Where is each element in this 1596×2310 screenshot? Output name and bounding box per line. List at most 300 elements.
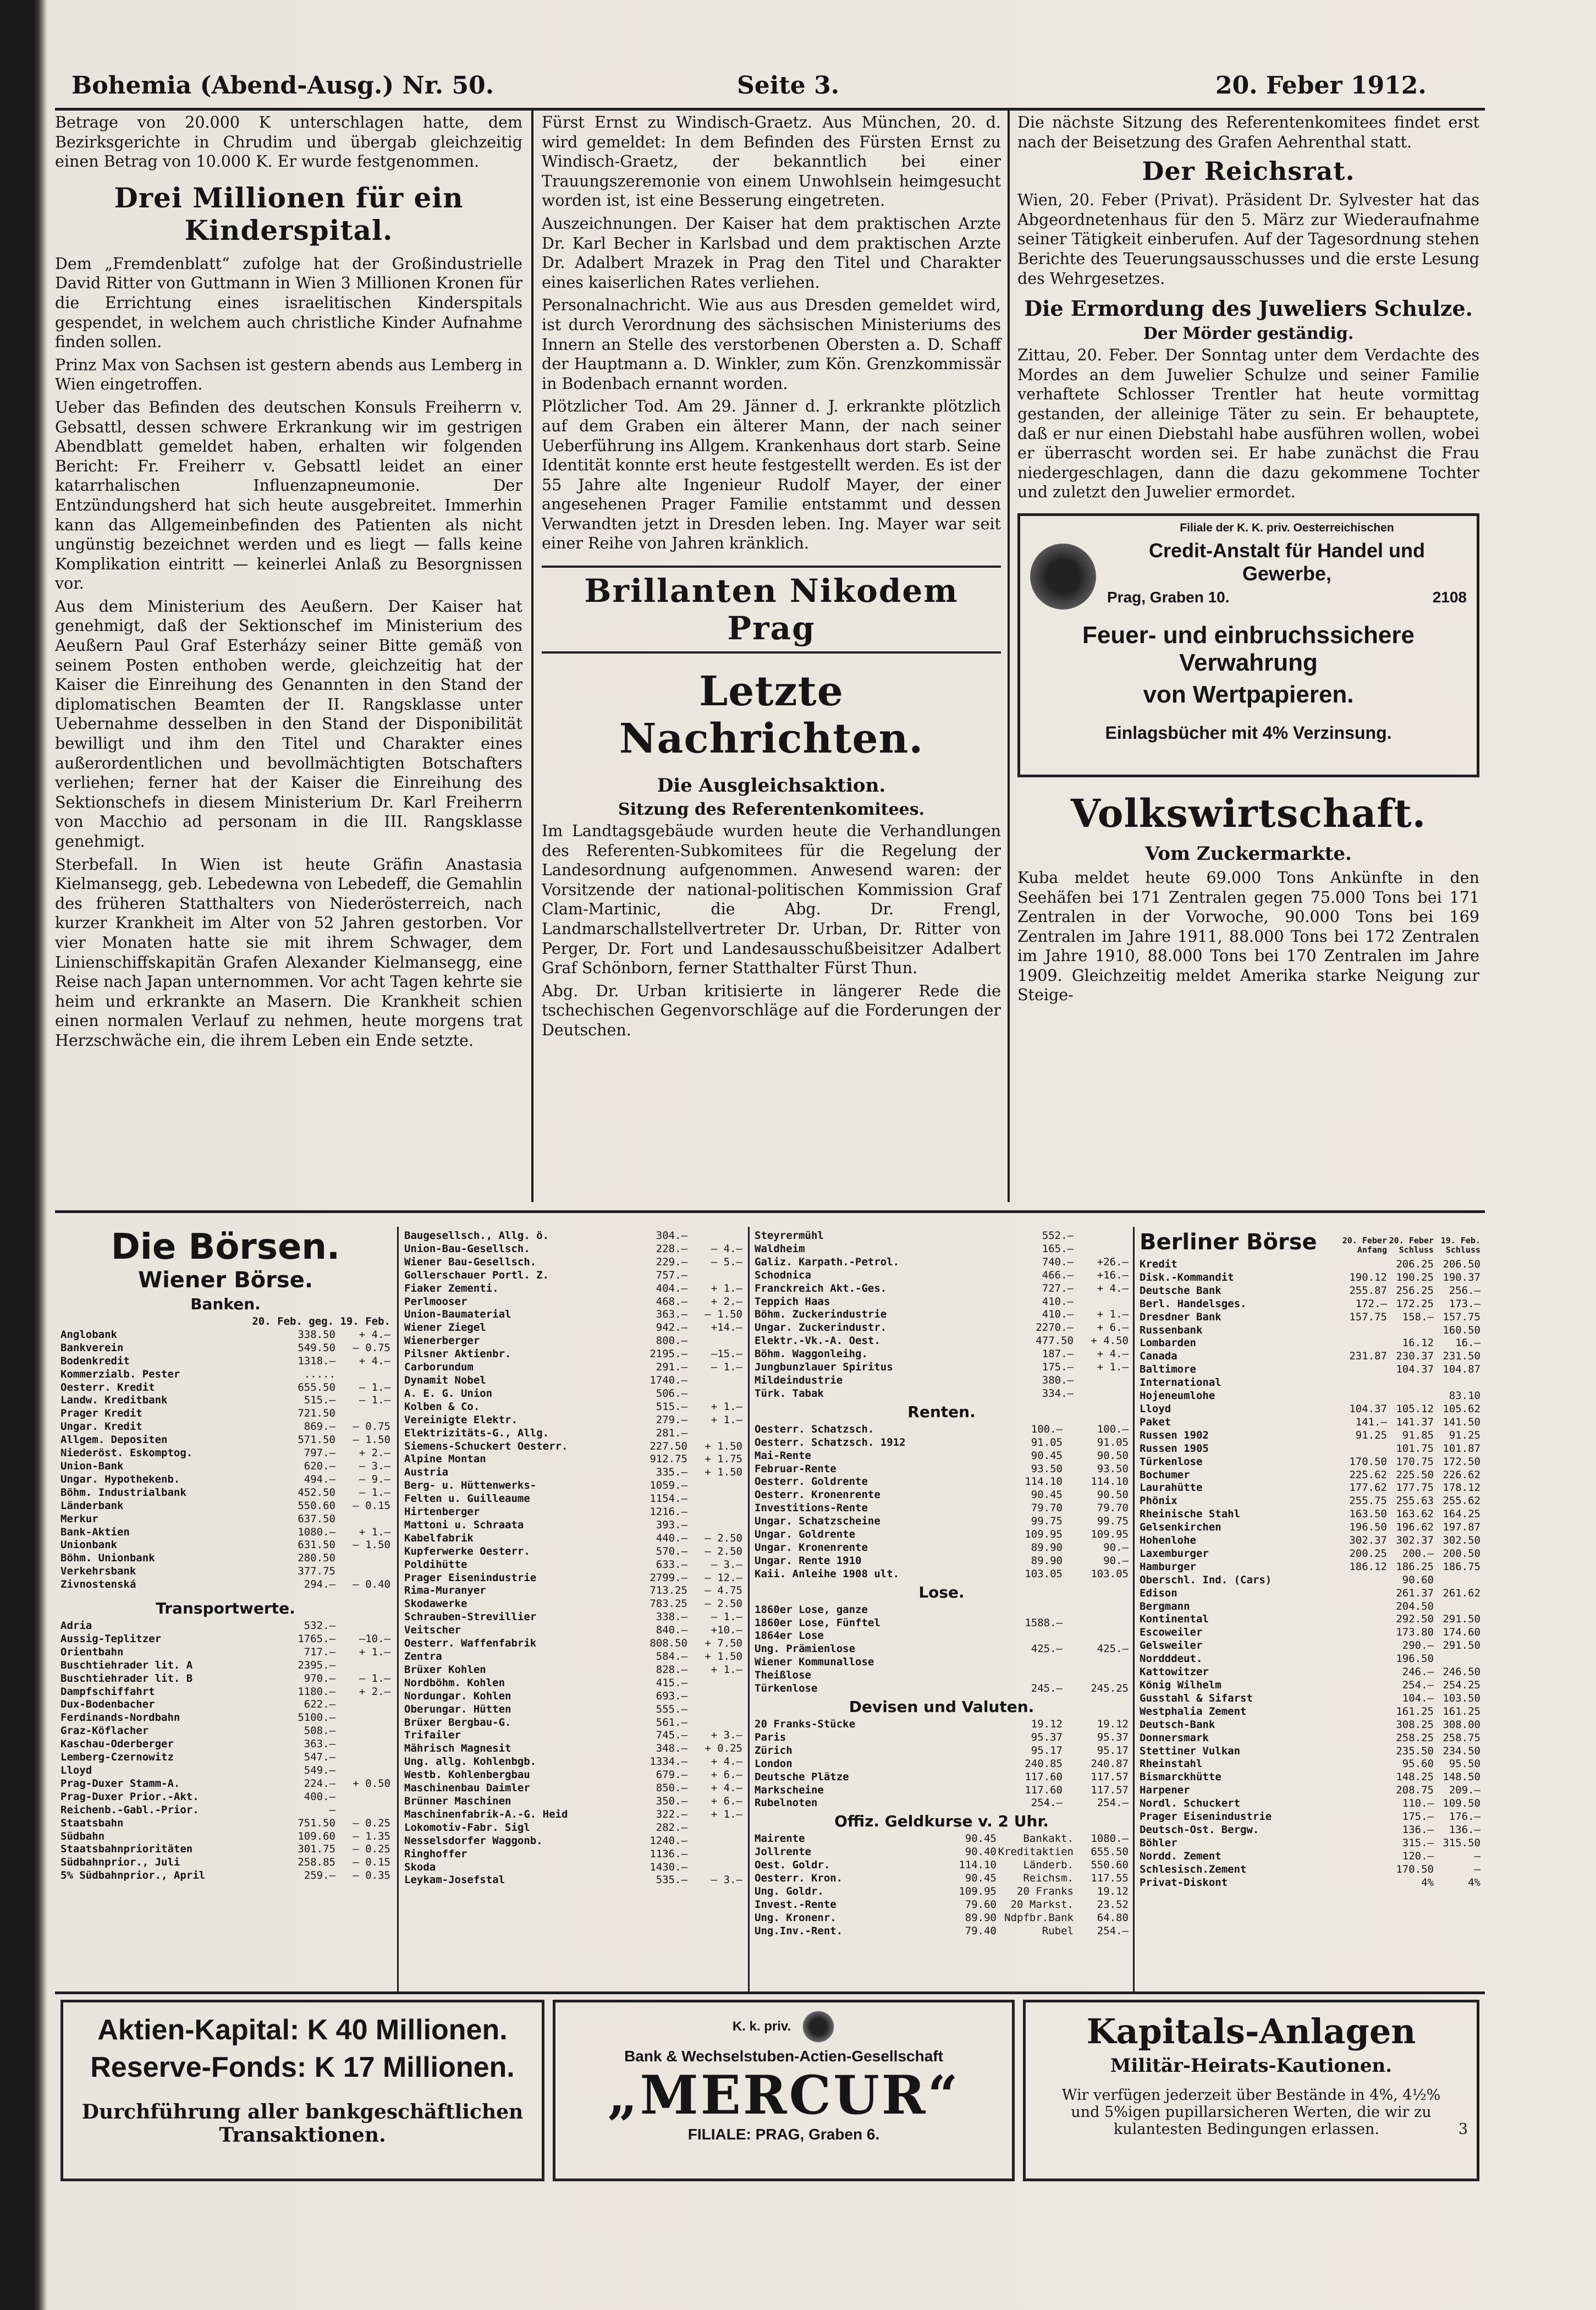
berlin-row-value: 163.62 (1396, 1508, 1434, 1521)
ad-kap-sub: Militär-Heirats-Kautionen. (1110, 2055, 1393, 2077)
berlin-row-value: 136.— (1449, 1823, 1481, 1836)
berlin-row-value: 246.— (1402, 1666, 1434, 1678)
industrie-row-value: 783.25 (650, 1598, 687, 1610)
industrie-row (404, 1598, 742, 1611)
ad-mercur (553, 2000, 1015, 2181)
industrie-row-label: Trifailer (404, 1729, 461, 1742)
berlin-row (1140, 1692, 1481, 1705)
transport-row-value: 547.— (304, 1751, 335, 1764)
berlin-row-value (1340, 1258, 1387, 1271)
industrie-row-label: Baugesellsch., Allg. ö. (404, 1230, 549, 1242)
industrie-row (404, 1729, 742, 1742)
ad-kapital-line-3: Durchführung aller bankgeschäftlichen (81, 2100, 524, 2124)
renten-row-value: 93.50 (1031, 1462, 1063, 1475)
berlin-row-label: Schlesisch.Zement (1140, 1863, 1247, 1875)
bank-row-label: Bankverein (60, 1341, 124, 1354)
industrie-row-value (687, 1479, 742, 1493)
goldkurs-row-label: Invest.-Rente (755, 1898, 836, 1911)
berlin-row (1140, 1797, 1481, 1810)
goldkurs-row-label: Ung.Inv.-Rent. (755, 1924, 843, 1937)
bank-row-value: 721.50 (298, 1407, 335, 1420)
industrie-row-value: 304.— (656, 1230, 687, 1242)
industrie-row-value: 828.— (656, 1663, 687, 1676)
bank-row (60, 1381, 390, 1395)
transport-row-value (335, 1725, 390, 1738)
headline-sitzung: Sitzung des Referentenkomitees. (618, 800, 925, 820)
goldkurs-row-value: 79.60 (965, 1898, 997, 1911)
headline-juwelier: Die Ermordung des Juweliers Schulze. (1024, 296, 1473, 321)
devisen-row (755, 1797, 1129, 1810)
industrie-row-label: Veitscher (404, 1624, 461, 1637)
industrie-row-value: + 4.— (1097, 1348, 1129, 1360)
industrie-row-value: — 4.— (711, 1242, 742, 1255)
transport-row-value: 622.— (304, 1698, 335, 1711)
industrie-row (404, 1690, 742, 1703)
goldkurs-row-value: 90.40 (965, 1846, 997, 1858)
devisen-row (755, 1758, 1129, 1771)
berlin-row (1140, 1587, 1481, 1600)
article-ausgleich-1: Im Landtagsgebäude wurden heute die Verhandlungen des Referenten-Subkomitees für die Regelung der Landesordnung aufgenommen. Anwesend waren: der Vorsitzende der national-politischen Kommission Graf Clam-Martinic, die Abg. Dr. Frengl, Landmarschallstellvertreter Dr. Urban, Dr. Ritter von Perger, Dr. Fort und Landesausschußbeisitzer Adalbert Graf Schönborn, ferner Statthalter Fürst Thun. (542, 822, 1001, 978)
bank-row-label: Zivnostenská (60, 1578, 136, 1591)
ad-credit-address: Prag, Graben 10. (1107, 588, 1230, 606)
bank-row-value: + 4.— (359, 1328, 390, 1341)
industrie-row-value (687, 1848, 742, 1861)
berlin-row-value: 186.12 (1349, 1560, 1387, 1573)
industrie-row (404, 1716, 742, 1730)
transport-row-value: + 2.— (359, 1685, 390, 1698)
berlin-row-label: Nordddeut. (1140, 1653, 1203, 1665)
industrie-row-value: + 4.— (1097, 1282, 1129, 1294)
bank-row-label: Landw. Kreditbank (60, 1394, 168, 1407)
bank-row (60, 1578, 390, 1592)
bank-row-value: 549.50 (298, 1341, 335, 1354)
goldkurs-row (755, 1899, 1129, 1912)
goldkurs-row (755, 1846, 1129, 1859)
industrie-row-value: 1430.— (650, 1861, 687, 1873)
berlin-row-value (1340, 1574, 1387, 1587)
berlin-row-value: 91.85 (1402, 1429, 1434, 1441)
ad-credit-number: 2108 (1432, 588, 1467, 606)
ad-brillanten: Brillanten Nikodem Prag (542, 566, 1001, 654)
berlin-row-label: Böhler (1140, 1836, 1177, 1849)
industrie-row-value: 679.— (656, 1769, 687, 1781)
industrie-row-label: A. E. G. Union (404, 1387, 493, 1400)
industrie-row-value (687, 1519, 742, 1532)
article-gebsattl: Ueber das Befinden des deutschen Konsuls Freiherrn v. Gebsattl, dessen schwere Erkrankung wir im gestrigen Abendblatt gemeldet haben, erhalten wir folgenden Bericht: Fr. Freiherr v. Gebsattl leidet an einer katarrhalischen Influenzapneumonie. Der Entzündungsherd hat sich heute ausgebreitet. Immerhin kann das Allgemeinbefinden des Patienten als nicht ungünstig bezeichnet werden und es liegt — falls keine Komplikation eintritt — keinerlei Anlaß zu Besorgnissen vor. (55, 398, 522, 593)
industrie-row-value: + 1.75 (705, 1453, 742, 1466)
berlin-row-label: Prager Eisenindustrie (1140, 1810, 1272, 1823)
transport-row (60, 1791, 390, 1804)
berlin-row-value: 148.50 (1443, 1771, 1481, 1784)
lose-row-value: 245.— (1031, 1682, 1063, 1695)
lose-row-value (997, 1656, 1063, 1669)
bank-row (60, 1473, 390, 1486)
industrie-row-label: Dynamit Nobel (404, 1374, 486, 1386)
industrie-row (404, 1572, 742, 1585)
bank-row-value: — 3.— (359, 1459, 390, 1472)
goldkurs-row-value: 20 Franks (1017, 1885, 1074, 1897)
industrie-row-value: 282.— (656, 1821, 687, 1834)
eagle-emblem-icon (802, 2010, 835, 2043)
berlin-colhead-1: 20. Feber Anfang (1342, 1236, 1387, 1255)
industrie-row-value (687, 1690, 742, 1703)
berlin-row-label: Nordd. Zement (1140, 1850, 1221, 1862)
industrie-column (404, 1230, 742, 1887)
berlin-row-value: 104.87 (1443, 1363, 1481, 1376)
berlin-row-value: 104.— (1402, 1692, 1434, 1704)
renten-row-value: 114.10 (1025, 1475, 1063, 1488)
industrie-row-value: 279.— (656, 1413, 687, 1426)
berlin-row-value: 261.37 (1396, 1587, 1434, 1599)
bank-row-value: — 0.75 (353, 1341, 390, 1354)
berlin-row-value: 196.62 (1396, 1521, 1434, 1534)
banken-colhead: 20. Feb. geg. 19. Feb. (252, 1315, 390, 1327)
berlin-row-value: 105.62 (1443, 1402, 1481, 1415)
headline-ausgleich: Die Ausgleichsaktion. (657, 775, 886, 797)
bank-row-value: 294.— (304, 1578, 335, 1591)
renten-row-label: Investitions-Rente (755, 1502, 868, 1515)
industrie-row-label: Skodawerke (404, 1598, 467, 1610)
berlin-row-value: 230.37 (1396, 1350, 1434, 1363)
industrie-row-label: Schrauben-Strevillier (404, 1611, 537, 1623)
industrie-row-label: Nesselsdorfer Waggonb. (404, 1834, 543, 1847)
industrie-row-label: Steyrermühl (755, 1230, 824, 1242)
berlin-row-value: 176.— (1449, 1810, 1481, 1823)
berlin-row (1140, 1771, 1481, 1784)
industrie-row (755, 1335, 1129, 1348)
berlin-row (1140, 1311, 1481, 1324)
transport-row (60, 1646, 390, 1659)
transport-row (60, 1620, 390, 1633)
bank-row-value: — 1.— (359, 1381, 390, 1393)
ad-kap-title: Kapitals-Anlagen (1086, 2011, 1416, 2051)
berlin-row (1140, 1416, 1481, 1429)
industrie-row-value: +10.— (711, 1624, 742, 1637)
berlin-row-value (1340, 1837, 1387, 1850)
renten-column (755, 1230, 1129, 1938)
berlin-row-value: 291.50 (1443, 1639, 1481, 1652)
berlin-row-value: 174.60 (1443, 1626, 1481, 1639)
berlin-row-label: Privat-Diskont (1140, 1876, 1228, 1889)
lose-row-value: 245.25 (1091, 1682, 1129, 1695)
berlin-row-value: 196.50 (1349, 1521, 1387, 1534)
berlin-row-label: Hamburger (1140, 1560, 1196, 1573)
industrie-row-value: + 2.— (711, 1295, 742, 1308)
berlin-row-value: 101.87 (1443, 1442, 1481, 1455)
berlin-row (1140, 1337, 1481, 1350)
berlin-row-value (1340, 1810, 1387, 1824)
bank-row (60, 1552, 390, 1565)
industrie-row-value: + 1.— (1097, 1361, 1129, 1374)
bank-row-value (335, 1407, 390, 1420)
renten-row (755, 1502, 1129, 1515)
bank-row (60, 1420, 390, 1434)
berlin-row-value: 16.12 (1402, 1337, 1434, 1349)
banken-heading: Banken. (190, 1295, 261, 1313)
transport-row-value: — 1.— (359, 1672, 390, 1685)
industrie-row-value: + 1.50 (705, 1466, 742, 1479)
industrie-row (755, 1321, 1129, 1335)
bank-row (60, 1329, 390, 1342)
berlin-row-value (1434, 1600, 1481, 1614)
berlin-row-value: 200.50 (1443, 1547, 1481, 1560)
transport-row (60, 1804, 390, 1817)
berlin-row-value: 258.75 (1443, 1731, 1481, 1744)
berlin-row-label: Russenbank (1140, 1324, 1203, 1336)
bank-row-value: 280.50 (298, 1552, 335, 1565)
berlin-row-value: 225.50 (1396, 1468, 1434, 1481)
berlin-colhead-3: 19. Feb. Schluss (1440, 1236, 1481, 1255)
industrie-row (755, 1243, 1129, 1256)
goldkurs-row-label: Ung. Goldr. (755, 1885, 824, 1897)
industrie-row-value: — 3.— (711, 1874, 742, 1886)
berlin-row (1140, 1285, 1481, 1298)
industrie-row-value (1074, 1243, 1129, 1256)
berlin-row-value: 172.— (1355, 1297, 1387, 1310)
berlin-row-value: 90.60 (1402, 1573, 1434, 1586)
bank-row-value: 515.— (304, 1394, 335, 1407)
devisen-row-value: 95.37 (1031, 1731, 1063, 1743)
renten-row-label: Ungar. Goldrente (755, 1528, 856, 1541)
bank-row (60, 1565, 390, 1578)
devisen-row-value: 19.12 (1031, 1718, 1063, 1730)
renten-row-value: 100.— (1031, 1423, 1063, 1435)
berlin-row-value: 141.50 (1443, 1415, 1481, 1428)
berlin-row-value (1340, 1613, 1387, 1626)
devisen-row-value: 95.17 (1031, 1744, 1063, 1757)
industrie-row-value: + 4.— (711, 1782, 742, 1795)
lose-row-label: Wiener Kommunallose (755, 1656, 874, 1669)
industrie-row-label: Jungbunzlauer Spiritus (755, 1361, 893, 1374)
berlin-row-label: Laxemburger (1140, 1547, 1209, 1560)
lose-row-value (1063, 1669, 1129, 1682)
transport-row (60, 1856, 390, 1869)
industrie-row-label: Leykam-Josefstal (404, 1874, 505, 1886)
berlin-row-value (1340, 1758, 1387, 1771)
lose-row (755, 1604, 1129, 1617)
transport-row (60, 1686, 390, 1699)
berlin-row (1140, 1626, 1481, 1639)
berlin-row (1140, 1705, 1481, 1719)
bank-row (60, 1486, 390, 1500)
berlin-row-value: 246.50 (1443, 1666, 1481, 1678)
transport-row-value (335, 1659, 390, 1672)
berlin-row-value (1340, 1679, 1387, 1692)
berlin-row-value: 172.25 (1396, 1297, 1434, 1310)
berlin-row-value: 170.50 (1349, 1455, 1387, 1468)
industrie-row-value (1074, 1296, 1129, 1309)
industrie-row (404, 1703, 742, 1716)
transport-row-value: 751.50 (298, 1817, 335, 1829)
article-auszeichnungen: Auszeichnungen. Der Kaiser hat dem praktischen Arzte Dr. Karl Becher in Karlsbad und dem praktischen Arzte Dr. Adalbert Mrazek in Prag den Titel und Charakter eines kaiserlichen Rates verliehen. (542, 214, 1001, 292)
berlin-row-value: 204.50 (1396, 1600, 1434, 1612)
industrie-row-value: + 7.50 (705, 1637, 742, 1650)
berlin-row-value: 255.63 (1396, 1495, 1434, 1507)
industrie-row-value: — 1.— (711, 1361, 742, 1374)
transport-row-value: 970.— (304, 1672, 335, 1685)
headline-moerder: Der Mörder geständig. (1143, 324, 1354, 344)
lose-row-value (1063, 1617, 1129, 1630)
industrie-row-value: 942.— (656, 1321, 687, 1334)
berlin-row-value: 190.25 (1396, 1271, 1434, 1283)
renten-row-value: 90.45 (1031, 1489, 1063, 1501)
industrie-row-value: + 6.— (711, 1769, 742, 1781)
berlin-row-value (1340, 1639, 1387, 1653)
ad-credit-small: Filiale der K. K. priv. Oesterreichischen (1180, 521, 1394, 534)
renten-row (755, 1463, 1129, 1476)
industrie-row-label: Pilsner Aktienbr. (404, 1348, 511, 1360)
berlin-row-value (1340, 1324, 1387, 1337)
bank-row-label: Niederöst. Eskomptog. (60, 1447, 193, 1459)
column-1 (55, 113, 522, 1054)
industrie-row (404, 1545, 742, 1559)
industrie-row-value: 713.25 (650, 1584, 687, 1597)
devisen-row-value: 19.12 (1097, 1718, 1129, 1730)
bank-row-value: 452.50 (298, 1486, 335, 1499)
ad-kapital-line-1: Aktien-Kapital: K 40 Millionen. (97, 2014, 508, 2046)
industrie-row-label: Elektr.-Vk.-A. Oest. (755, 1335, 880, 1347)
industrie-row (404, 1795, 742, 1808)
goldkurs-row-label: Oest. Goldr. (755, 1859, 830, 1872)
industrie-row (404, 1308, 742, 1321)
renten-row-value: 99.75 (1031, 1515, 1063, 1528)
industrie-row (404, 1361, 742, 1374)
transport-row-value: — 0.25 (353, 1817, 390, 1829)
industrie-row (404, 1440, 742, 1453)
lose-row-label: Theißlose (755, 1669, 811, 1682)
industrie-row (404, 1664, 742, 1677)
industrie-row-value: + 1.50 (705, 1440, 742, 1452)
industrie-row-label: Kolben & Co. (404, 1400, 480, 1413)
berlin-row-value: 109.50 (1443, 1797, 1481, 1810)
industrie-row (404, 1559, 742, 1572)
berlin-row-value (1434, 1574, 1481, 1587)
boerse-col-rule-3 (1133, 1227, 1135, 1991)
lose-row-value (1063, 1604, 1129, 1617)
transport-row-label: Südbahn (60, 1830, 105, 1842)
berlin-row-value: 148.25 (1396, 1771, 1434, 1784)
industrie-row-label: Siemens-Schuckert Oesterr. (404, 1440, 568, 1452)
berlin-row-value: 101.75 (1396, 1442, 1434, 1455)
industrie-row (404, 1427, 742, 1440)
berlin-row-value: 173.— (1449, 1297, 1481, 1310)
industrie-row-value: + 1.— (711, 1808, 742, 1820)
bank-row-value (335, 1368, 390, 1381)
industrie-row-label: Böhm. Waggonleihg. (755, 1348, 868, 1360)
renten-row-label: Oesterr. Goldrente (755, 1475, 868, 1488)
industrie-row-label: Waldheim (755, 1242, 805, 1255)
goldkurs-row-label: Jollrente (755, 1846, 811, 1858)
lose-row-label: Türkenlose (755, 1682, 818, 1695)
industrie-row (404, 1532, 742, 1545)
headline-zuckermarkt: Vom Zuckermarkte. (1145, 842, 1352, 865)
bank-row-label: Länderbank (60, 1499, 124, 1512)
bank-row (60, 1513, 390, 1526)
article-reichsrat: Wien, 20. Feber (Privat). Präsident Dr. Sylvester hat das Abgeordnetenhaus für den 5. März zur Wiederaufnahme seiner Tätigkeit einberufen. Auf der Tagesordnung stehen Berichte des Teuerungsausschusses und die erste Lesung des Wehrgesetzes. (1017, 191, 1479, 288)
industrie-row-value (687, 1427, 742, 1440)
industrie-row-value: — 2.50 (705, 1532, 742, 1544)
industrie-row (404, 1677, 742, 1690)
ad-credit-anstalt (1017, 513, 1479, 777)
industrie-row-label: Nordböhm. Kohlen (404, 1676, 505, 1689)
berlin-row-value: 91.25 (1355, 1429, 1387, 1441)
berlin-row-label: Stettiner Vulkan (1140, 1744, 1241, 1757)
bank-row-label: Anglobank (60, 1328, 117, 1341)
berlin-row-value (1340, 1376, 1387, 1390)
industrie-row-value: + 4.50 (1091, 1335, 1129, 1347)
transport-row-label: Reichenb.-Gabl.-Prior. (60, 1803, 199, 1816)
industrie-row-value: 535.— (656, 1874, 687, 1886)
devisen-row-value: 240.87 (1091, 1757, 1129, 1770)
industrie-row (755, 1296, 1129, 1309)
transport-row-value: + 1.— (359, 1645, 390, 1658)
transport-row-value: 109.60 (298, 1830, 335, 1842)
devisen-table (755, 1718, 1129, 1810)
berlin-row-label: Bergmann (1140, 1600, 1190, 1612)
ad-kap-line-2: und 5%igen pupillarsicheren Werten, die wir zu (1071, 2104, 1432, 2121)
industrie-row (404, 1506, 742, 1519)
industrie-row-value: 1136.— (650, 1847, 687, 1860)
industrie-row (404, 1348, 742, 1361)
berlin-row (1140, 1258, 1481, 1271)
page-number: Seite 3. (737, 72, 840, 100)
berlin-row-value: 157.75 (1349, 1310, 1387, 1323)
berlin-row-value: 178.12 (1443, 1482, 1481, 1494)
berlin-row-value: 83.10 (1449, 1390, 1481, 1402)
goldkurs-row-value: 90.45 (965, 1872, 997, 1885)
transport-row-value (335, 1791, 390, 1804)
renten-row (755, 1555, 1129, 1568)
industrie-row-label: Wiener Bau-Gesellsch. (404, 1255, 537, 1268)
bank-row-value: 637.50 (298, 1512, 335, 1525)
berlin-colhead (1340, 1236, 1481, 1255)
industrie-row (755, 1269, 1129, 1282)
ad-kap-line-1: Wir verfügen jederzeit über Bestände in 4%, 4½% (1061, 2087, 1441, 2104)
transport-row-value: 400.— (304, 1790, 335, 1803)
renten-row (755, 1528, 1129, 1541)
article-ausgleich-2: Abg. Dr. Urban kritisierte in längerer Rede die tschechischen Gegenvorschläge auf die Forderungen der Deutschen. (542, 981, 1001, 1039)
berlin-row-label: Canada (1140, 1350, 1177, 1363)
devisen-row (755, 1731, 1129, 1744)
industrie-row-value: 1059.— (650, 1479, 687, 1492)
goldkurs-row-value: 64.80 (1097, 1911, 1129, 1924)
berlin-row-label: König Wilhelm (1140, 1679, 1221, 1691)
berlin-row-label: Baltimore (1140, 1363, 1196, 1376)
industrie-row-value: 740.— (1042, 1255, 1074, 1268)
bank-row-label: Böhm. Industrialbank (60, 1486, 186, 1499)
berlin-row-value: 186.75 (1443, 1560, 1481, 1573)
berlin-row-value: 291.50 (1443, 1613, 1481, 1626)
berlin-row (1140, 1403, 1481, 1416)
renten-row-value: 90.— (1103, 1541, 1129, 1554)
transport-row-label: Orientbahn (60, 1645, 124, 1658)
industrie-row (404, 1269, 742, 1282)
headline-volkswirtschaft: Volkswirtschaft. (1070, 790, 1427, 836)
berlin-row-value: 163.50 (1349, 1508, 1387, 1521)
bank-row-value: — 9.— (359, 1473, 390, 1485)
berlin-row-value: 231.50 (1443, 1350, 1481, 1363)
industrie-row-label: Mährisch Magnesit (404, 1742, 511, 1755)
industrie-row-value: — 5.— (711, 1255, 742, 1268)
bank-row-value (335, 1552, 390, 1565)
berlin-row (1140, 1745, 1481, 1758)
devisen-row-value: 240.85 (1025, 1757, 1063, 1770)
industrie-row (755, 1282, 1129, 1296)
berlin-row (1140, 1574, 1481, 1587)
devisen-row (755, 1718, 1129, 1731)
industrie-row-value: + 4.— (711, 1755, 742, 1768)
berlin-row-value (1340, 1600, 1387, 1614)
